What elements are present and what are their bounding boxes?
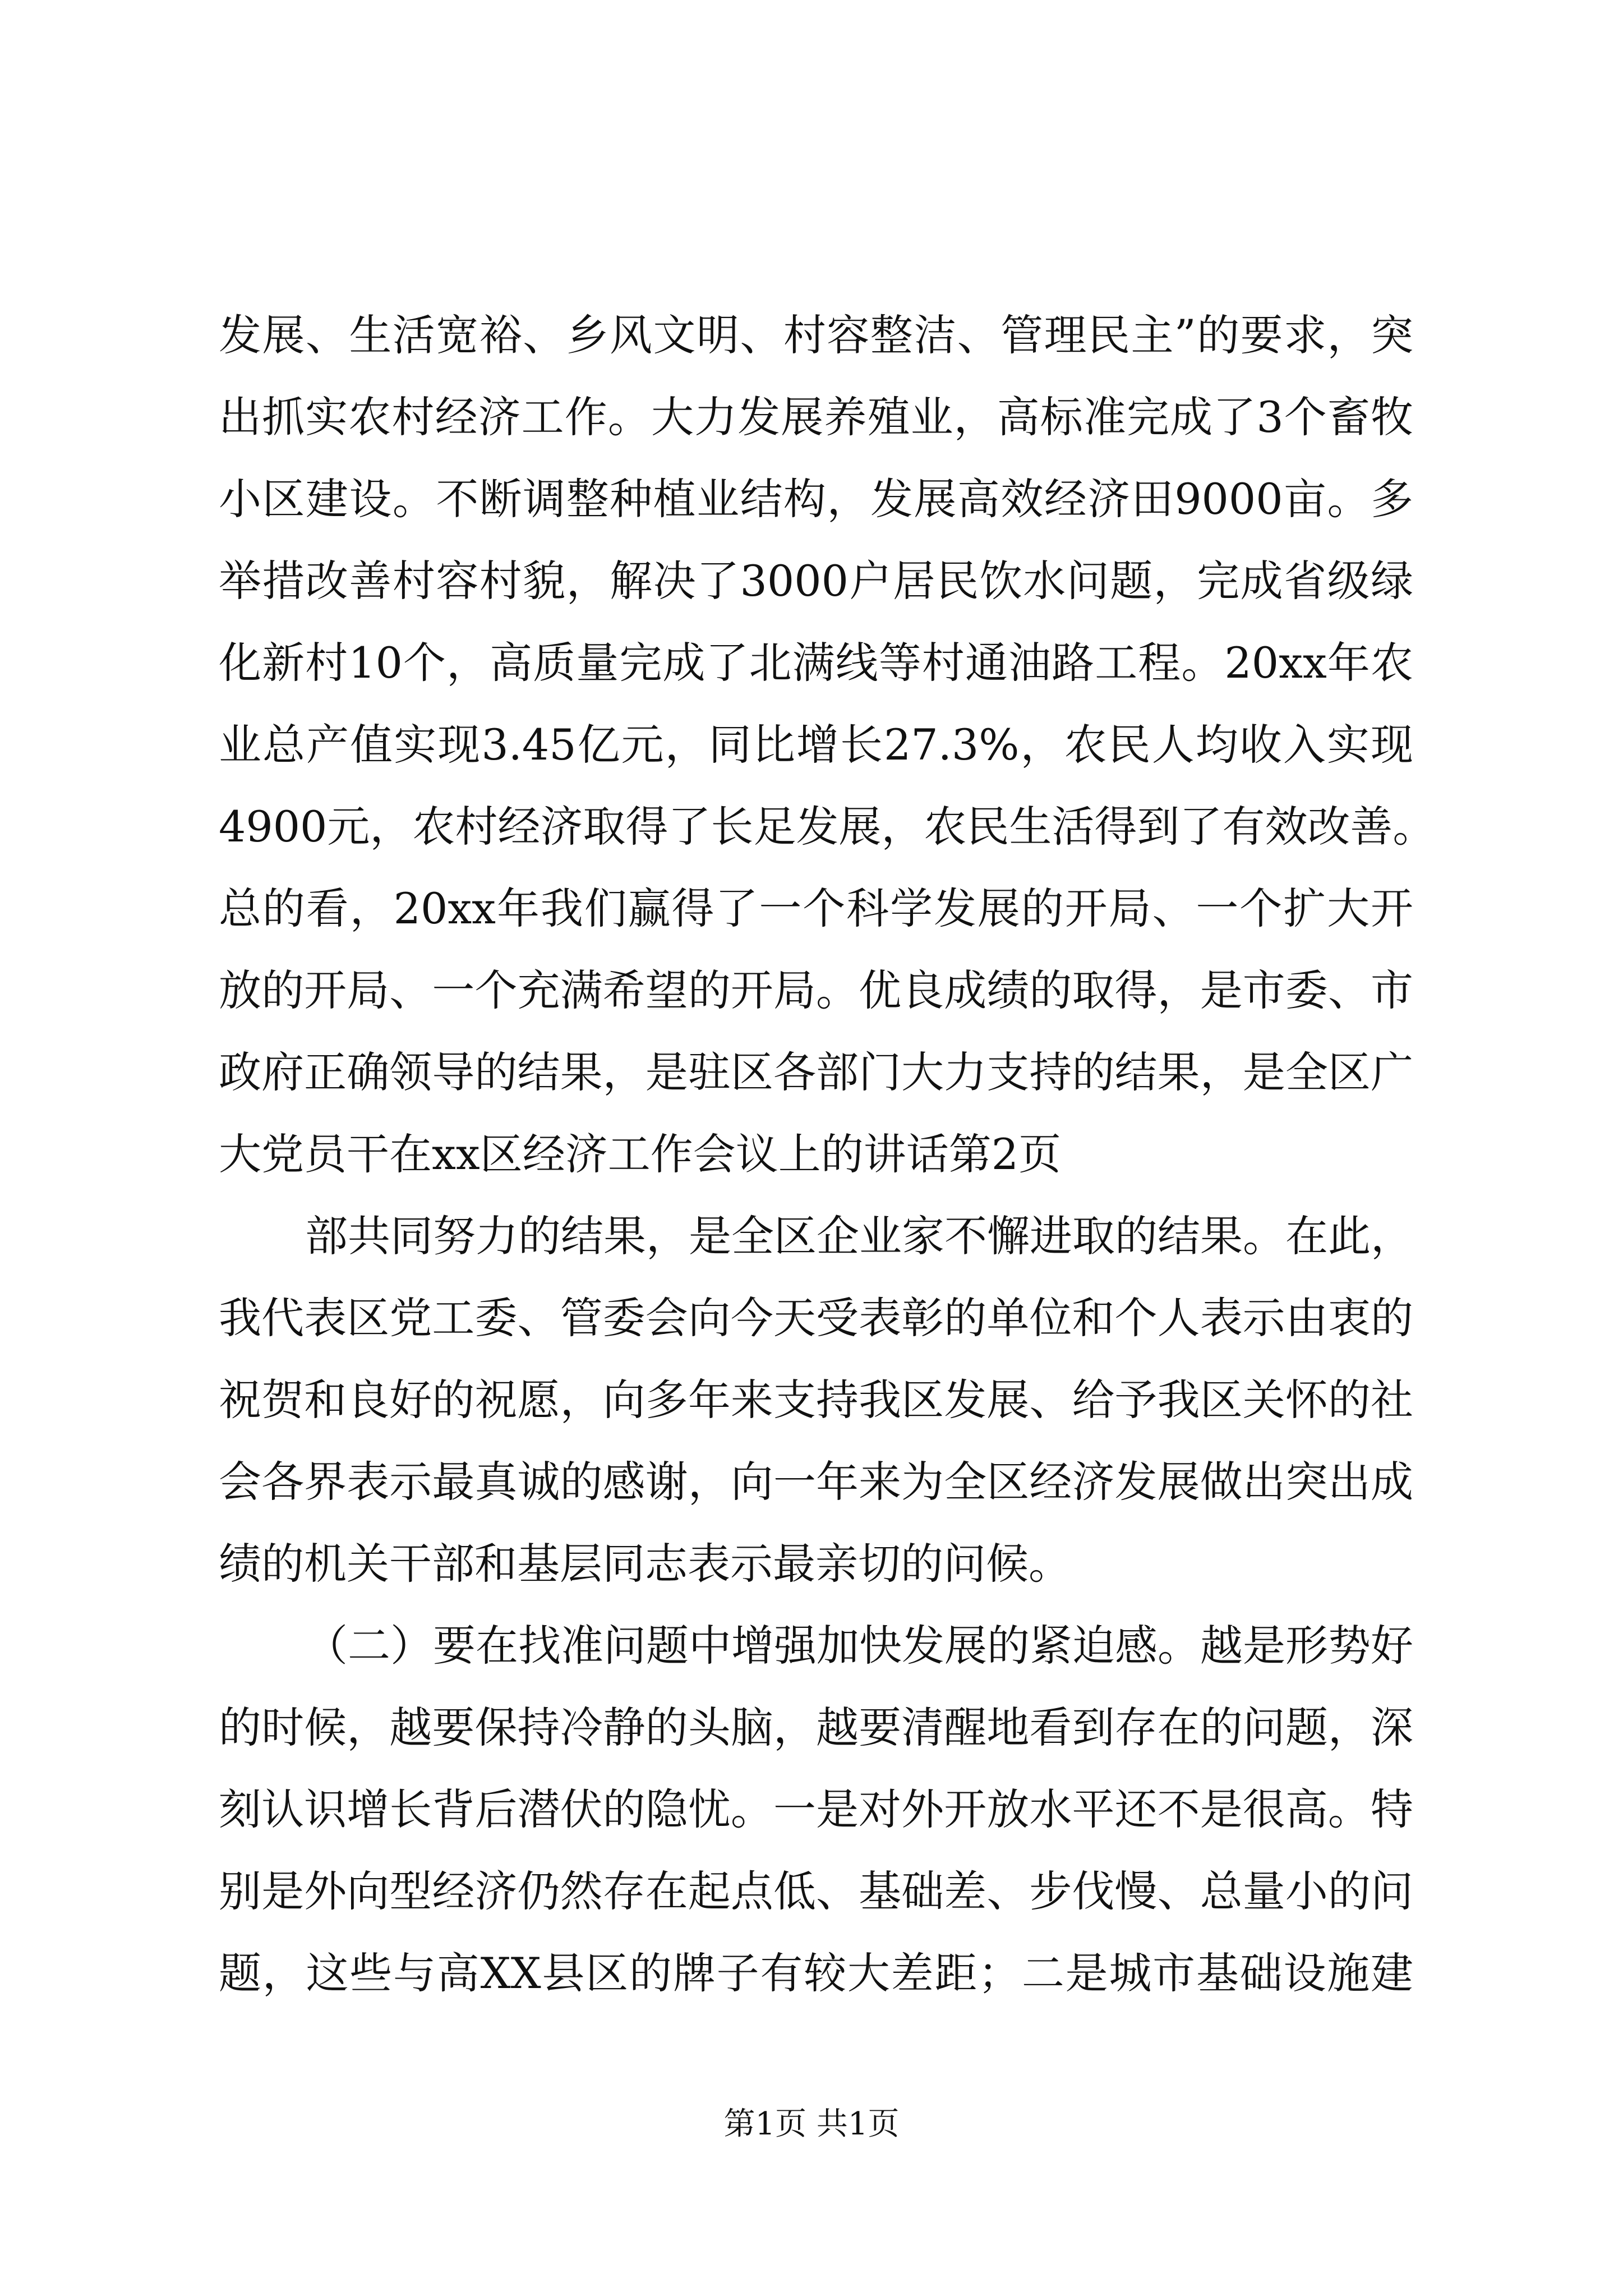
body-text-line: 祝贺和良好的祝愿，向多年来支持我区发展、给予我区关怀的社 xyxy=(219,1375,1413,1425)
body-text-line: 政府正确领导的结果，是驻区各部门大力支持的结果，是全区广 xyxy=(219,1047,1413,1097)
body-text-line: 小区建设。不断调整种植业结构，发展高效经济田9000亩。多 xyxy=(219,474,1413,524)
body-text-line: 4900元，农村经济取得了长足发展，农民生活得到了有效改善。 xyxy=(219,802,1436,852)
paragraph-first-line: 部共同努力的结果，是全区企业家不懈进取的结果。在此， xyxy=(305,1211,1413,1261)
body-text-line: 的时候，越要保持冷静的头脑，越要清醒地看到存在的问题，深 xyxy=(219,1703,1413,1752)
body-text-line: 业总产值实现3.45亿元，同比增长27.3%，农民人均收入实现 xyxy=(219,720,1413,770)
body-text-line: 发展、生活宽裕、乡风文明、村容整洁、管理民主”的要求，突 xyxy=(219,310,1413,360)
body-text-line: 题，这些与高XX县区的牌子有较大差距；二是城市基础设施建 xyxy=(219,1948,1413,1998)
body-text-line: 别是外向型经济仍然存在起点低、基础差、步伐慢、总量小的问 xyxy=(219,1866,1413,1916)
page-footer: 第1页 共1页 xyxy=(723,2106,900,2142)
body-text-line: 举措改善村容村貌，解决了3000户居民饮水问题，完成省级绿 xyxy=(219,556,1413,606)
body-text-line: 总的看，20xx年我们赢得了一个科学发展的开局、一个扩大开 xyxy=(219,884,1413,933)
body-text-line: 大党员干在xx区经济工作会议上的讲话第2页 xyxy=(219,1129,1062,1179)
body-text-line: 我代表区党工委、管委会向今天受表彰的单位和个人表示由衷的 xyxy=(219,1293,1413,1343)
body-text-line: 绩的机关干部和基层同志表示最亲切的问候。 xyxy=(219,1539,1071,1589)
body-text-line: 会各界表示最真诚的感谢，向一年来为全区经济发展做出突出成 xyxy=(219,1457,1413,1507)
body-text-line: 放的开局、一个充满希望的开局。优良成绩的取得，是市委、市 xyxy=(219,965,1413,1015)
body-text-line: 刻认识增长背后潜伏的隐忧。一是对外开放水平还不是很高。特 xyxy=(219,1784,1413,1834)
body-text-line: 化新村10个，高质量完成了北满线等村通油路工程。20xx年农 xyxy=(219,638,1413,688)
body-text-line: 出抓实农村经济工作。大力发展养殖业，高标准完成了3个畜牧 xyxy=(219,392,1413,442)
section-heading-line: （二）要在找准问题中增强加快发展的紧迫感。越是形势好 xyxy=(305,1621,1413,1671)
